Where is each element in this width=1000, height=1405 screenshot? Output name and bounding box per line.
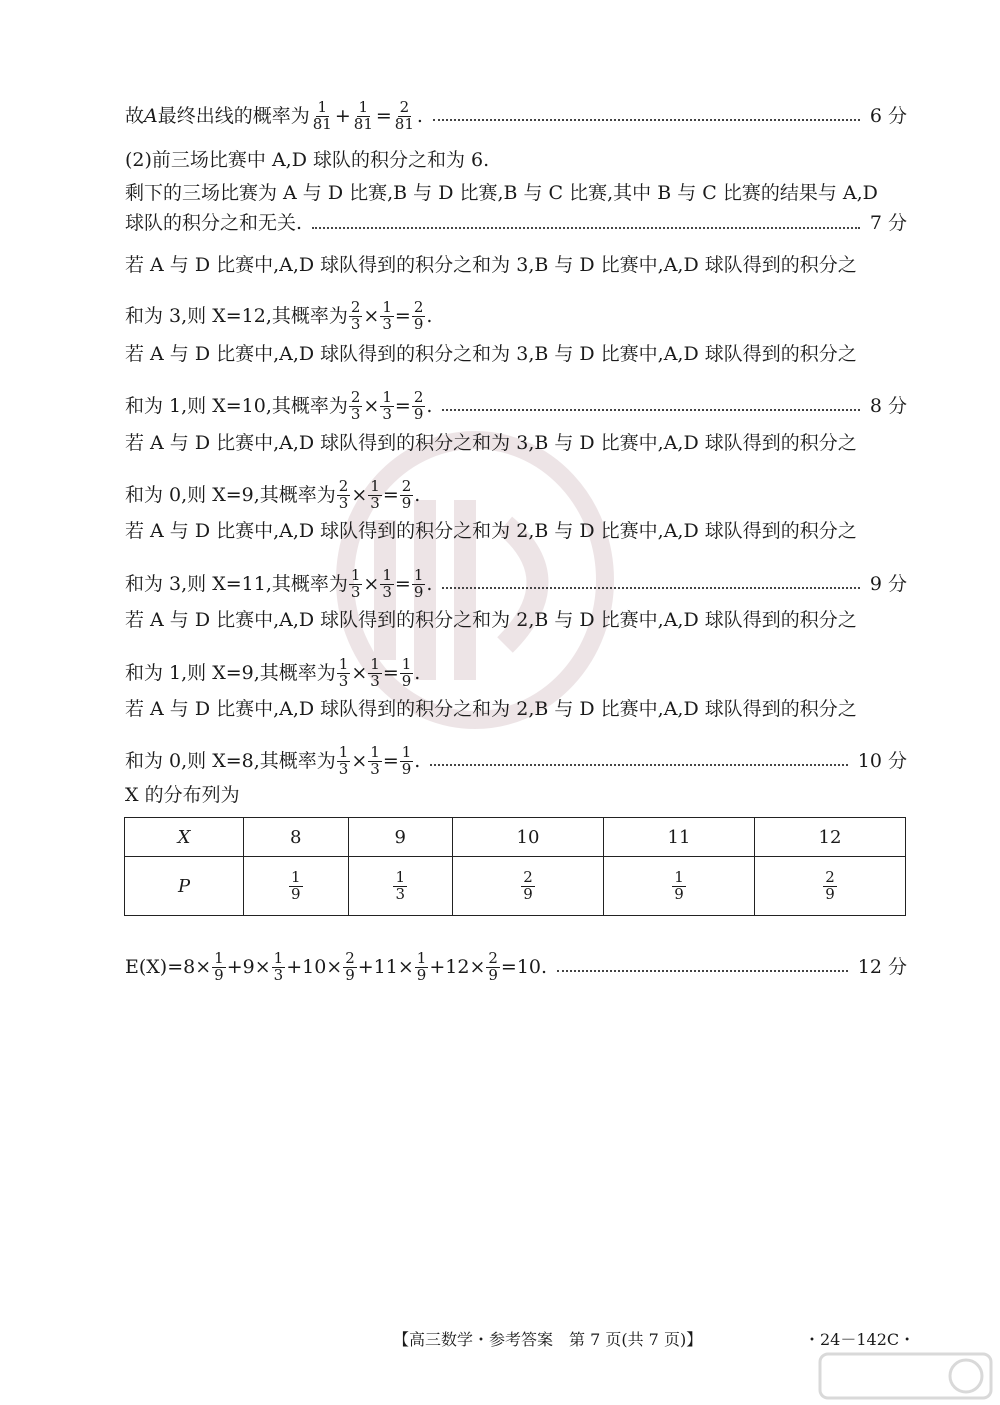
case-result-line <box>125 657 907 690</box>
fraction <box>368 479 382 512</box>
denominator: 9 <box>413 404 424 423</box>
numerator: 2 <box>350 298 361 316</box>
line-text: . <box>426 572 433 595</box>
line-text: . <box>416 104 423 127</box>
fraction <box>380 568 394 601</box>
case-line <box>125 700 907 719</box>
numerator: 2 <box>399 98 410 116</box>
table-cell: 10 <box>453 818 604 857</box>
denominator: 9 <box>401 493 412 512</box>
fraction <box>337 745 351 778</box>
case-result-line <box>125 479 907 512</box>
fraction <box>400 745 414 778</box>
numerator: 1 <box>395 867 406 886</box>
numerator: 1 <box>401 655 412 673</box>
distribution-table <box>124 817 906 916</box>
case-result-line <box>125 300 907 333</box>
fraction <box>272 951 286 984</box>
numerator: 1 <box>370 655 380 673</box>
denominator: 3 <box>350 404 361 423</box>
numerator: 1 <box>338 743 349 761</box>
score-label: 6 分 <box>869 104 907 127</box>
denominator: 9 <box>401 671 412 690</box>
case-line <box>125 522 907 541</box>
numerator: 1 <box>370 477 380 495</box>
operator: × <box>351 661 368 684</box>
denominator: 3 <box>370 671 380 690</box>
line-text: 和为 0,则 X=9,其概率为 <box>125 483 336 506</box>
fraction <box>412 300 426 333</box>
operator: × <box>351 483 368 506</box>
denominator: 9 <box>413 582 424 601</box>
line-text: 和为 1,则 X=10,其概率为 <box>125 394 348 417</box>
case-line <box>125 434 907 453</box>
denominator: 3 <box>370 759 380 778</box>
numerator: 2 <box>523 867 533 886</box>
table-header-p: P <box>125 857 244 916</box>
table-cell <box>754 857 905 916</box>
operator: × <box>363 572 380 595</box>
numerator: 1 <box>290 867 301 886</box>
line-text: +9× <box>226 955 271 978</box>
line-text: 若 A 与 D 比赛中,A,D 球队得到的积分之和为 3,B 与 D 比赛中,A,D 球队得到的积分之 <box>125 254 857 276</box>
dot-leader <box>442 409 859 411</box>
page-code: ・24－142C・ <box>804 1330 916 1349</box>
distribution-title <box>125 786 907 805</box>
numerator: 1 <box>214 949 224 967</box>
denominator: 3 <box>382 314 392 333</box>
case-result-line <box>125 568 907 601</box>
fraction <box>415 951 429 984</box>
fraction <box>400 479 414 512</box>
site-stamp <box>818 1352 993 1400</box>
fraction <box>343 951 357 984</box>
numerator: 2 <box>401 477 412 495</box>
line-text: 和为 0,则 X=8,其概率为 <box>125 749 336 772</box>
dot-leader <box>557 970 848 972</box>
score-label: 8 分 <box>869 394 907 417</box>
line-probability-a <box>125 100 907 133</box>
numerator: 1 <box>401 743 412 761</box>
fraction <box>368 657 382 690</box>
denominator: 9 <box>290 884 301 903</box>
numerator: 1 <box>416 949 427 967</box>
line-text: 若 A 与 D 比赛中,A,D 球队得到的积分之和为 3,B 与 D 比赛中,A,D 球队得到的积分之 <box>125 432 857 454</box>
operator: × <box>363 304 380 327</box>
table-row <box>125 857 906 916</box>
fraction <box>412 568 426 601</box>
denominator: 9 <box>825 884 835 903</box>
denominator: 9 <box>674 884 684 903</box>
denominator: 3 <box>350 314 361 333</box>
line-text: +11× <box>357 955 414 978</box>
line-text: 和为 3,则 X=12,其概率为 <box>125 304 348 327</box>
operator: × <box>351 749 368 772</box>
dot-leader <box>433 119 860 121</box>
numerator: 1 <box>317 98 328 116</box>
operator: × <box>363 394 380 417</box>
numerator: 1 <box>273 949 284 967</box>
line-text: +12× <box>429 955 486 978</box>
fraction <box>212 951 226 984</box>
numerator: 1 <box>413 566 424 584</box>
denominator: 81 <box>312 114 332 133</box>
fraction <box>337 657 351 690</box>
denominator: 3 <box>382 404 392 423</box>
operator: = <box>394 304 411 327</box>
fraction <box>400 657 414 690</box>
operator: = <box>394 394 411 417</box>
numerator: 2 <box>488 949 498 967</box>
denominator: 9 <box>413 314 424 333</box>
numerator: 2 <box>345 949 355 967</box>
denominator: 9 <box>401 759 412 778</box>
table-cell: 8 <box>244 818 349 857</box>
denominator: 3 <box>395 884 406 903</box>
case-result-line <box>125 745 907 778</box>
denominator: 3 <box>382 582 392 601</box>
line-part2 <box>125 151 907 170</box>
numerator: 2 <box>413 388 424 406</box>
dot-leader <box>430 764 847 766</box>
numerator: 1 <box>382 566 392 584</box>
denominator: 9 <box>345 965 355 984</box>
operator: = <box>375 104 392 127</box>
operator: = <box>382 661 399 684</box>
line-text: 若 A 与 D 比赛中,A,D 球队得到的积分之和为 2,B 与 D 比赛中,A,D 球队得到的积分之 <box>125 698 857 720</box>
line-text: A <box>144 104 158 127</box>
numerator: 1 <box>674 867 684 886</box>
table-cell: 9 <box>348 818 453 857</box>
line-unrelated <box>125 214 907 233</box>
fraction <box>311 100 334 133</box>
denominator: 81 <box>394 114 414 133</box>
numerator: 2 <box>413 298 424 316</box>
dot-leader <box>442 587 859 589</box>
denominator: 3 <box>350 582 361 601</box>
denominator: 3 <box>370 493 380 512</box>
table-cell: 11 <box>603 818 754 857</box>
operator: = <box>382 749 399 772</box>
denominator: 3 <box>338 671 349 690</box>
table-cell <box>603 857 754 916</box>
dot-leader <box>312 227 860 229</box>
line-remaining-games <box>125 184 907 203</box>
numerator: 1 <box>358 98 369 116</box>
table-cell <box>453 857 604 916</box>
table-cell <box>348 857 453 916</box>
denominator: 9 <box>416 965 427 984</box>
operator: + <box>334 104 351 127</box>
line-text: 若 A 与 D 比赛中,A,D 球队得到的积分之和为 3,B 与 D 比赛中,A,D 球队得到的积分之 <box>125 343 857 365</box>
line-text: 若 A 与 D 比赛中,A,D 球队得到的积分之和为 2,B 与 D 比赛中,A,D 球队得到的积分之 <box>125 609 857 631</box>
numerator: 2 <box>350 388 361 406</box>
score-label: 7 分 <box>869 212 907 234</box>
denominator: 9 <box>523 884 533 903</box>
numerator: 2 <box>825 867 835 886</box>
line-text: 球队的积分之和无关. <box>125 212 303 234</box>
denominator: 3 <box>338 493 349 512</box>
line-text: X 的分布列为 <box>125 784 240 806</box>
denominator: 81 <box>353 114 373 133</box>
table-cell <box>244 857 349 916</box>
fraction <box>368 745 382 778</box>
score-label: 10 分 <box>857 749 907 772</box>
score-label: 12 分 <box>857 955 907 978</box>
page-footer: 【高三数学・参考答案 第 7 页(共 7 页)】 <box>393 1330 703 1349</box>
line-text: 和为 1,则 X=9,其概率为 <box>125 661 336 684</box>
line-text: E(X)=8× <box>125 955 212 978</box>
line-text: +10× <box>286 955 343 978</box>
fraction <box>352 100 375 133</box>
line-text: 剩下的三场比赛为 A 与 D 比赛,B 与 D 比赛,B 与 C 比赛,其中 B 与 C 比赛的结果与 A,D <box>125 182 878 204</box>
case-line <box>125 611 907 630</box>
line-text: 和为 3,则 X=11,其概率为 <box>125 572 348 595</box>
table-header-x: X <box>125 818 244 857</box>
line-text: =10. <box>500 955 548 978</box>
line-text: 故 <box>125 104 145 127</box>
numerator: 1 <box>370 743 380 761</box>
case-line <box>125 345 907 364</box>
case-result-line <box>125 390 907 423</box>
fraction <box>412 390 426 423</box>
operator: = <box>394 572 411 595</box>
line-text: (2)前三场比赛中 A,D 球队的积分之和为 6. <box>125 149 490 171</box>
denominator: 9 <box>214 965 224 984</box>
line-text: . <box>426 394 433 417</box>
line-text: . <box>414 661 421 684</box>
score-label: 9 分 <box>869 572 907 595</box>
numerator: 1 <box>338 655 349 673</box>
fraction <box>486 951 500 984</box>
line-expectation <box>125 951 907 984</box>
fraction <box>349 568 363 601</box>
line-text: . <box>414 749 421 772</box>
operator: = <box>382 483 399 506</box>
denominator: 3 <box>273 965 284 984</box>
numerator: 1 <box>382 388 392 406</box>
numerator: 1 <box>350 566 361 584</box>
fraction <box>380 390 394 423</box>
fraction <box>349 300 363 333</box>
fraction <box>337 479 351 512</box>
fraction <box>349 390 363 423</box>
denominator: 9 <box>488 965 498 984</box>
line-text: . <box>426 304 433 327</box>
table-row <box>125 818 906 857</box>
case-line <box>125 256 907 275</box>
line-text: . <box>414 483 421 506</box>
line-text: 若 A 与 D 比赛中,A,D 球队得到的积分之和为 2,B 与 D 比赛中,A,D 球队得到的积分之 <box>125 520 857 542</box>
line-text: 最终出线的概率为 <box>157 104 310 127</box>
denominator: 3 <box>338 759 349 778</box>
fraction <box>393 100 416 133</box>
numerator: 1 <box>382 298 392 316</box>
fraction <box>380 300 394 333</box>
table-cell: 12 <box>754 818 905 857</box>
numerator: 2 <box>338 477 349 495</box>
